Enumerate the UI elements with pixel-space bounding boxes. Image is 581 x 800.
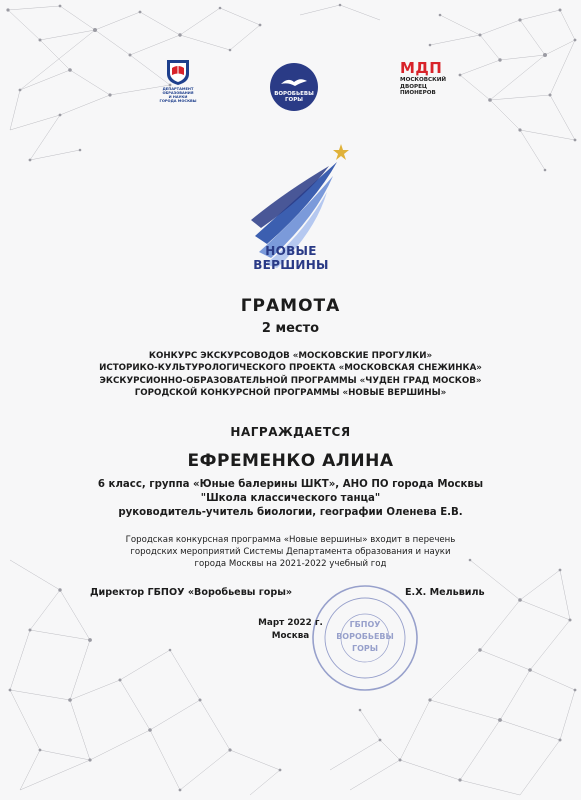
emblem-title-line: НОВЫЕ bbox=[265, 244, 317, 258]
contest-description bbox=[0, 350, 581, 399]
note-line: города Москвы на 2021-2022 учебный год bbox=[194, 559, 387, 570]
certificate-title: ГРАМОТА bbox=[240, 296, 341, 316]
mdp-line: МОСКОВСКИЙ bbox=[400, 77, 447, 83]
awarded-heading: НАГРАЖДАЕТСЯ bbox=[230, 425, 351, 439]
date-block bbox=[0, 617, 581, 643]
department-emblem-icon bbox=[165, 58, 191, 86]
stamp-line: ВОРОБЬЕВЫ bbox=[336, 632, 394, 641]
info-line: "Школа классического танца" bbox=[200, 493, 381, 505]
mdp-line: ДВОРЕЦ bbox=[400, 83, 428, 90]
department-caption-line: ОБРАЗОВАНИЯ bbox=[162, 91, 194, 95]
stamp-line: ГОРЫ bbox=[351, 644, 379, 653]
note-line: Городская конкурсная программа «Новые вершины» входит в перечень bbox=[125, 535, 456, 545]
contest-line: ИСТОРИКО-КУЛЬТУРОЛОГИЧЕСКОГО ПРОЕКТА «МОСКОВСКАЯ СНЕЖИНКА» bbox=[99, 363, 482, 374]
recipient-info bbox=[0, 478, 581, 521]
department-caption-line: ГОРОДА МОСКВЫ bbox=[159, 99, 197, 103]
info-line: руководитель-учитель биологии, географии Оленева Е.В. bbox=[118, 507, 463, 519]
certificate-place: 2 место bbox=[261, 321, 320, 336]
certificate-date: Март 2022 г. bbox=[258, 618, 323, 628]
contest-line: КОНКУРС ЭКСКУРСОВОДОВ «МОСКОВСКИЕ ПРОГУЛКИ» bbox=[148, 351, 433, 361]
certificate-city: Москва bbox=[271, 631, 310, 641]
stamp-line: ГБПОУ bbox=[349, 620, 381, 629]
mdp-logo bbox=[400, 60, 470, 97]
emblem-title bbox=[241, 244, 341, 272]
vorobyovy-line: ВОРОБЬЕВЫ bbox=[274, 91, 314, 97]
bird-icon bbox=[279, 75, 309, 89]
vorobyovy-gory-logo bbox=[270, 63, 318, 111]
program-note bbox=[0, 534, 581, 571]
department-caption-line: ДЕПАРТАМЕНТ bbox=[162, 87, 194, 91]
vorobyovy-line: ГОРЫ bbox=[285, 97, 303, 103]
star-icon bbox=[333, 144, 349, 160]
emblem-title-line: ВЕРШИНЫ bbox=[253, 258, 329, 272]
mdp-mark: МДП bbox=[400, 59, 443, 77]
contest-line: ГОРОДСКОЙ КОНКУРСНОЙ ПРОГРАММЫ «НОВЫЕ ВЕРШИНЫ» bbox=[134, 387, 447, 398]
signer-name: Е.Х. Мельвиль bbox=[405, 587, 485, 598]
recipient-name: ЕФРЕМЕНКО АЛИНА bbox=[187, 451, 394, 471]
note-line: городских мероприятий Системы Департамента образования и науки bbox=[130, 547, 451, 558]
signer-title: Директор ГБПОУ «Воробьевы горы» bbox=[90, 587, 293, 598]
department-logo bbox=[158, 58, 198, 103]
mdp-line: ПИОНЕРОВ bbox=[400, 90, 436, 97]
info-line: 6 класс, группа «Юные балерины ШКТ», АНО ПО города Москвы bbox=[97, 479, 484, 490]
department-caption-line: И НАУКИ bbox=[168, 95, 188, 99]
contest-line: ЭКСКУРСИОННО-ОБРАЗОВАТЕЛЬНОЙ ПРОГРАММЫ «ЧУДЕН ГРАД МОСКОВ» bbox=[99, 375, 482, 386]
